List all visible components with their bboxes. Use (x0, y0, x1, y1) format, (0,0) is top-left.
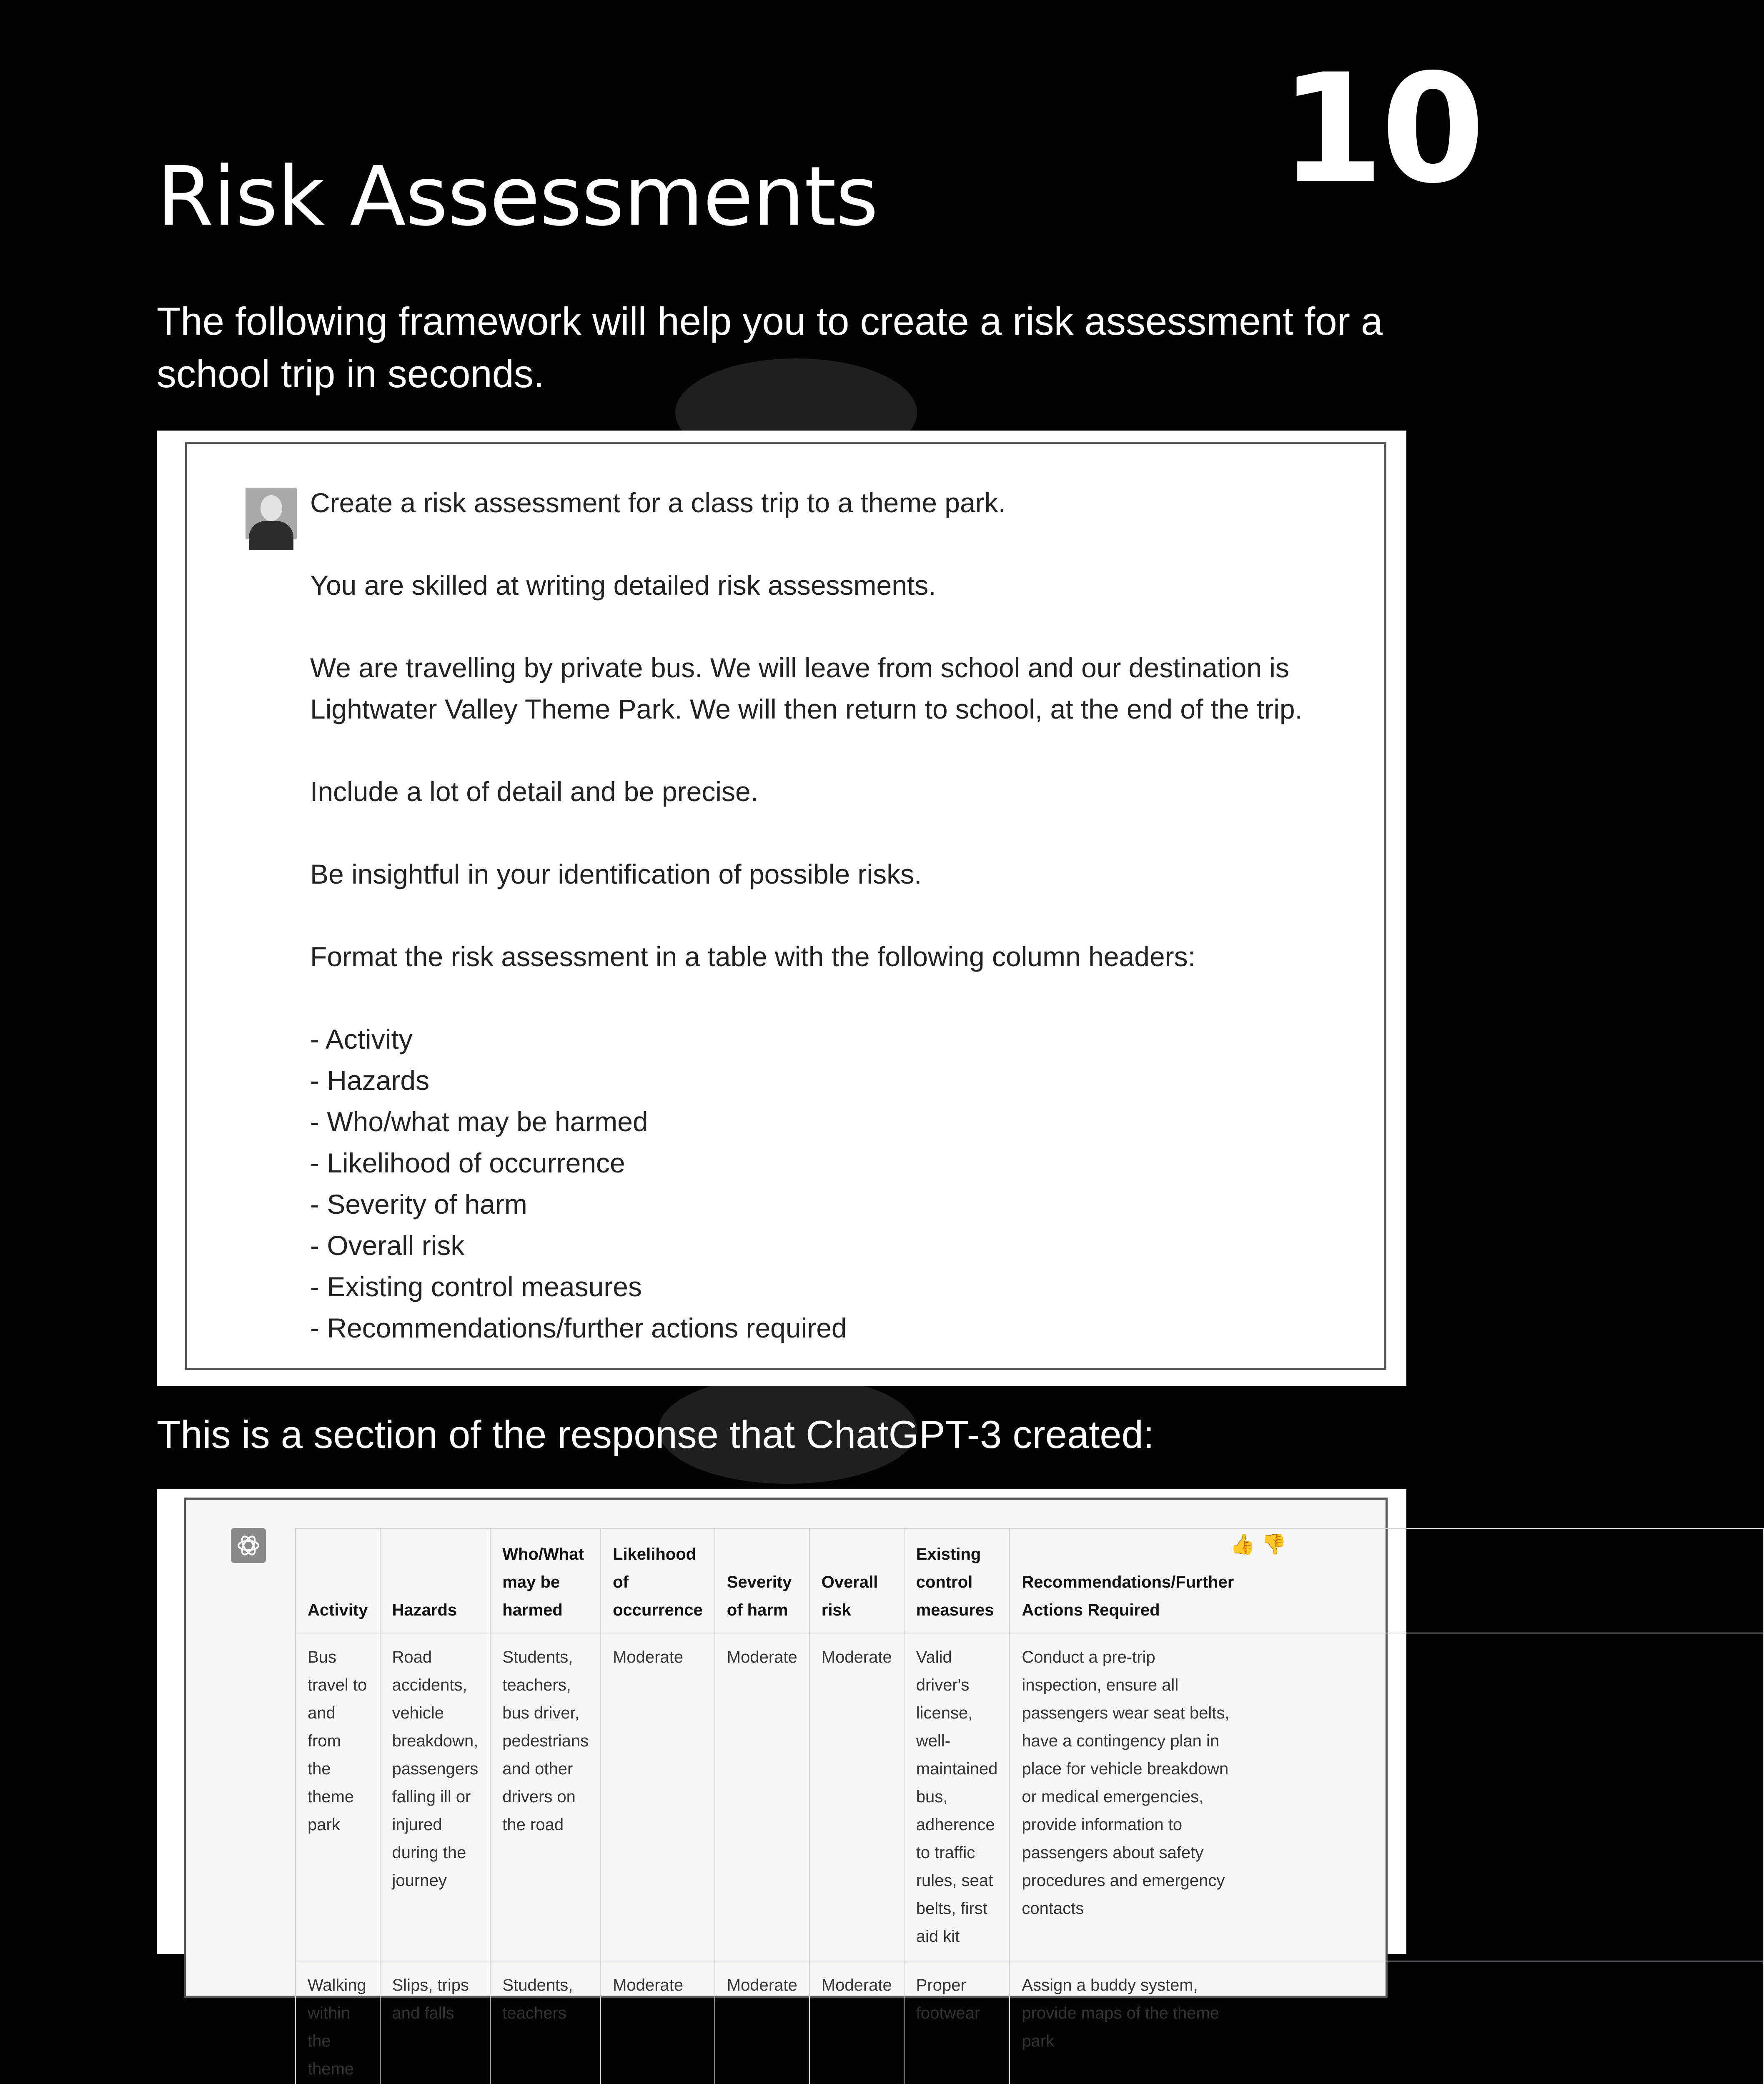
table-header-row (296, 1528, 1764, 1633)
list-item: - Severity of harm (310, 1189, 527, 1220)
table-cell: Walking within the theme (296, 1961, 380, 2084)
column-header: Overall risk (809, 1528, 904, 1633)
table-cell: Students, teachers, bus driver, pedestrians and other drivers on the road (490, 1633, 601, 1961)
table-cell: Bus travel to and from the theme park (296, 1633, 380, 1961)
table-cell: Proper footwear (904, 1961, 1010, 2084)
table-cell: Moderate (809, 1961, 904, 2084)
table-cell: Conduct a pre-trip inspection, ensure all passengers wear seat belts, have a contingency plan in place for vehicle breakdown or medical emergencies, provide information to passengers about safety procedures and emergency contacts (1010, 1633, 1764, 1961)
prompt-screenshot (157, 431, 1406, 1386)
list-item: - Hazards (310, 1065, 430, 1096)
column-header: Severity of harm (715, 1528, 809, 1633)
prompt-paragraph: You are skilled at writing detailed risk assessments. (310, 570, 936, 601)
table-cell: Valid driver's license, well-maintained bus, adherence to traffic rules, seat belts, first aid kit (904, 1633, 1010, 1961)
prompt-paragraph: Format the risk assessment in a table with the following column headers: (310, 941, 1195, 972)
column-header: Recommendations/Further Actions Required (1010, 1528, 1764, 1633)
risk-assessment-table (295, 1528, 1764, 2084)
chatgpt-logo-icon (231, 1528, 266, 1563)
list-item: - Likelihood of occurrence (310, 1147, 625, 1178)
prompt-message (310, 482, 1373, 1349)
prompt-frame (185, 442, 1386, 1370)
column-header: Hazards (380, 1528, 491, 1633)
table-cell: Moderate (715, 1961, 809, 2084)
thumbs-up-icon[interactable]: 👍 (1230, 1533, 1255, 1555)
column-header: Existing control measures (904, 1528, 1010, 1633)
response-screenshot (157, 1489, 1406, 2078)
table-cell: Moderate (715, 1633, 809, 1961)
list-item: - Recommendations/further actions required (310, 1313, 847, 1343)
column-header: Likelihood of occurrence (601, 1528, 715, 1633)
table-cell: Slips, trips and falls (380, 1961, 491, 2084)
prompt-paragraph: We are travelling by private bus. We will leave from school and our destination is Lightwater Valley Theme Park. We will then return to school, at the end of the trip. (310, 652, 1303, 724)
list-item: - Overall risk (310, 1230, 465, 1261)
table-cell: Students, teachers (490, 1961, 601, 2084)
user-avatar (246, 488, 297, 539)
table-cell: Moderate (601, 1633, 715, 1961)
column-header: Who/What may be harmed (490, 1528, 601, 1633)
page-title: Risk Assessments (157, 149, 878, 244)
table-cell: Moderate (601, 1961, 715, 2084)
prompt-paragraph: Include a lot of detail and be precise. (310, 776, 759, 807)
list-item: - Who/what may be harmed (310, 1106, 648, 1137)
table-cell: Moderate (809, 1633, 904, 1961)
table-row (296, 1961, 1764, 2084)
table-cell: Road accidents, vehicle breakdown, passengers falling ill or injured during the journey (380, 1633, 491, 1961)
table-row (296, 1633, 1764, 1961)
column-header: Activity (296, 1528, 380, 1633)
response-frame (184, 1498, 1388, 2078)
prompt-paragraph: Create a risk assessment for a class trip to a theme park. (310, 487, 1006, 518)
page-number: 10 (1280, 42, 1482, 216)
thumbs-down-icon[interactable]: 👎 (1261, 1533, 1286, 1555)
list-item: - Activity (310, 1024, 413, 1055)
intro-text: The following framework will help you to create a risk assessment for a school trip in seconds. (157, 299, 1383, 396)
table-cell: Assign a buddy system, provide maps of the theme park (1010, 1961, 1764, 2084)
list-item: - Existing control measures (310, 1271, 642, 1302)
response-intro: This is a section of the response that ChatGPT-3 created: (157, 1413, 1155, 1456)
column-header-list (310, 1019, 1373, 1349)
prompt-paragraph: Be insightful in your identification of possible risks. (310, 859, 922, 889)
